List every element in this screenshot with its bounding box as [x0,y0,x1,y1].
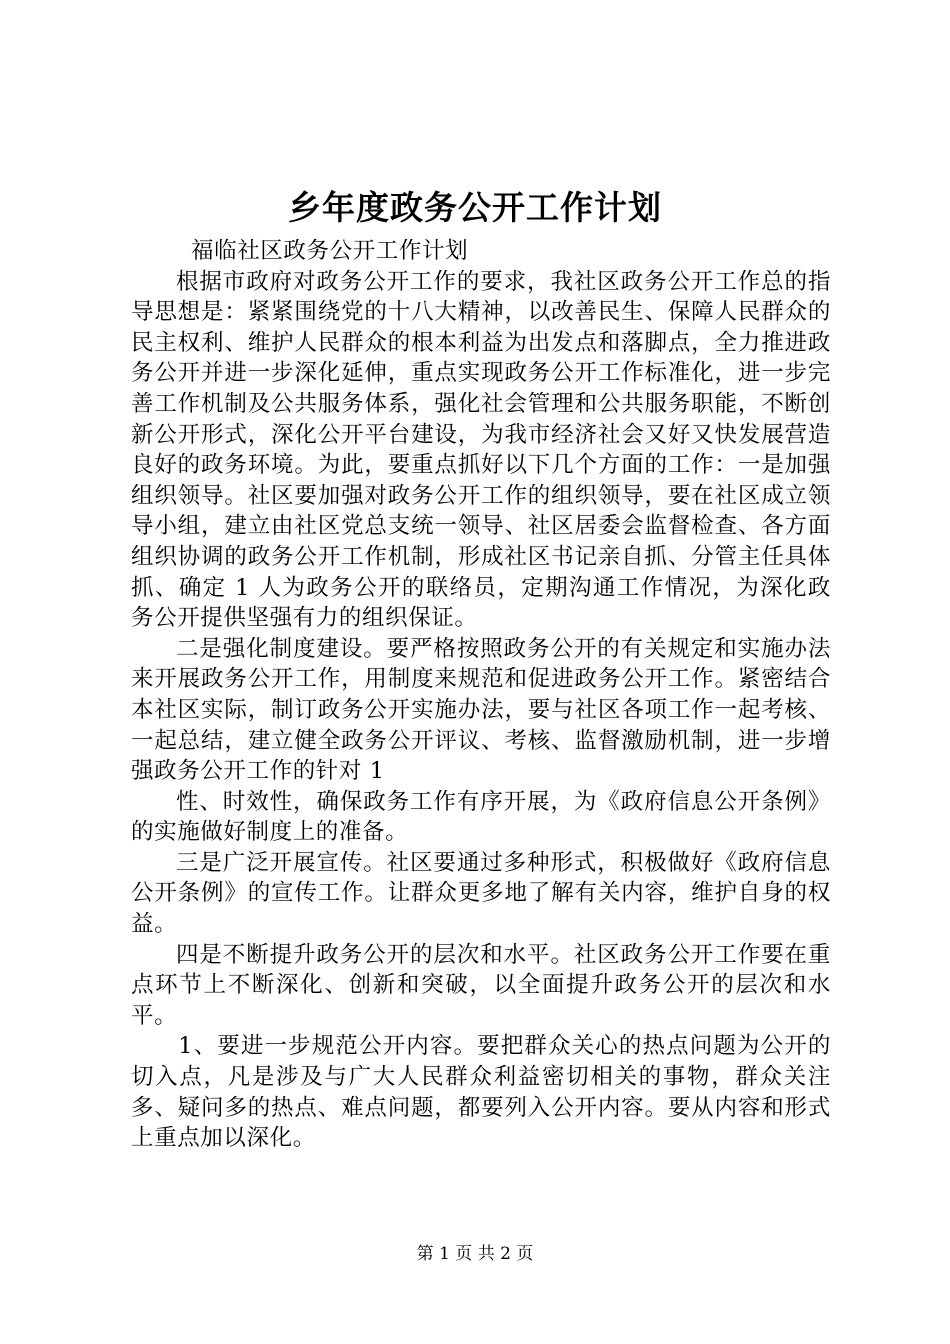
paragraph-guiding-principle: 根据市政府对政务公开工作的要求，我社区政务公开工作总的指导思想是：紧紧围绕党的十八大精神，以改善民生、保障人民群众的民主权利、维护人民群众的根本利益为出发点和落脚点，全力推进政务公开并进一步深化延伸，重点实现政务公开工作标准化，进一步完善工作机制及公共服务体系，强化社会管理和公共服务职能，不断创新公开形式，深化公开平台建设，为我市经济社会又好又快发展营造良好的政务环境。为此，要重点抓好以下几个方面的工作：一是加强组织领导。社区要加强对政务公开工作的组织领导，要在社区成立领导小组，建立由社区党总支统一领导、社区居委会监督检查、各方面组织协调的政务公开工作机制，形成社区书记亲自抓、分管主任具体抓、确定 1 人为政务公开的联络员，定期沟通工作情况，为深化政务公开提供坚强有力的组织保证。 [131,268,831,632]
document-title: 乡年度政务公开工作计划 [288,188,662,227]
document-subtitle: 福临社区政务公开工作计划 [191,238,469,264]
paragraph-system-building-continued: 性、时效性，确保政务工作有序开展，为《政府信息公开条例》的实施做好制度上的准备。 [131,788,831,846]
document-body [131,236,831,1154]
page-footer: 第 1 页 共 2 页 [416,1244,534,1264]
paragraph-item-1: 1、要进一步规范公开内容。要把群众关心的热点问题为公开的切入点，凡是涉及与广大人民群众利益密切相关的事物，群众关注多、疑问多的热点、难点问题，都要列入公开内容。要从内容和形式上重点加以深化。 [131,1033,831,1152]
paragraph-system-building: 二是强化制度建设。要严格按照政务公开的有关规定和实施办法来开展政务公开工作，用制度来规范和促进政务公开工作。紧密结合本社区实际，制订政务公开实施办法，要与社区各项工作一起考核、一起总结，建立健全政务公开评议、考核、监督激励机制，进一步增强政务公开工作的针对 1 [131,635,831,785]
paragraph-publicity: 三是广泛开展宣传。社区要通过多种形式，积极做好《政府信息公开条例》的宣传工作。让群众更多地了解有关内容，维护自身的权益。 [131,849,831,938]
paragraph-improve-level: 四是不断提升政务公开的层次和水平。社区政务公开工作要在重点环节上不断深化、创新和突破，以全面提升政务公开的层次和水平。 [131,941,831,1029]
